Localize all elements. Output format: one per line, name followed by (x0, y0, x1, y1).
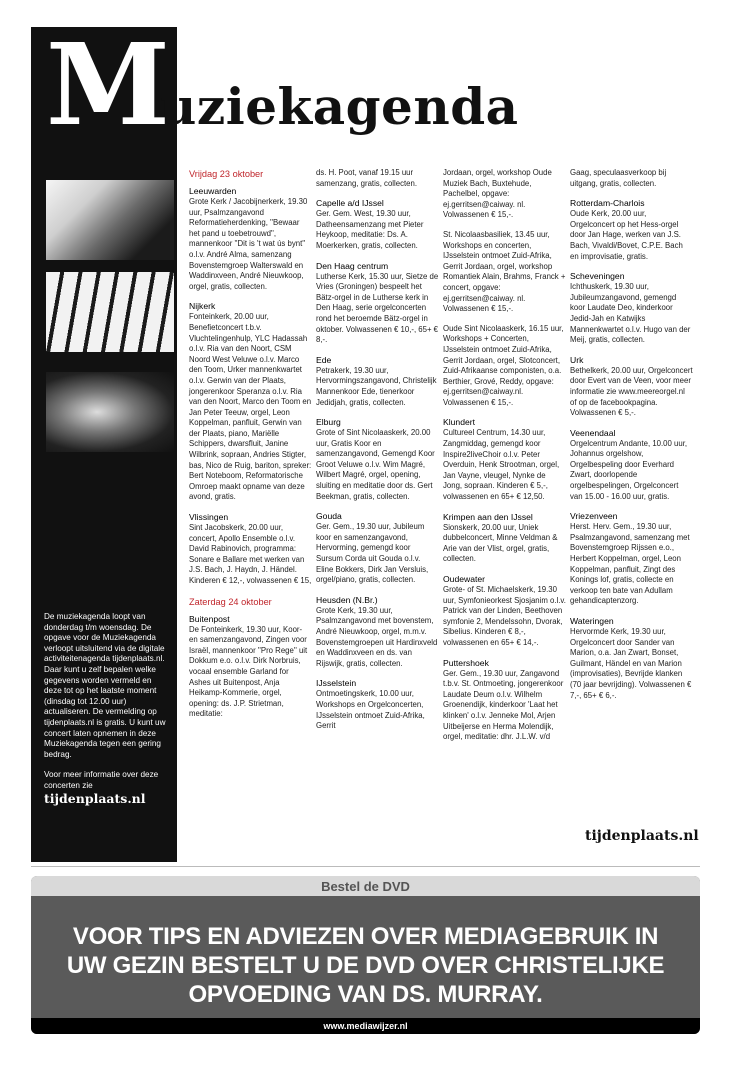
event-text: Lutherse Kerk, 15.30 uur, Sietze de Vries (Groningen) bespeelt het Bätz-orgel in de Lutherse kerk in Den Haag, serie orgelconcerten rond het beroemde Bätz-orgel in oktober. Volwassenen € 10,-, 65+ € 8,-. (316, 271, 439, 345)
section-divider (31, 866, 700, 867)
place-heading: Puttershoek (443, 657, 489, 668)
sidebar-info-paragraph: De muziekagenda loopt van donderdag t/m woensdag. De opgave voor de Muziekagenda verloopt uitsluitend via de digitale activiteitenagenda tijdenplaats.nl. Daar kunt u zelf bepalen welke gegevens worden vermeld en deze tot op het laatste moment (dinsdag tot 12.00 uur) actualiseren. De vermelding op tijdenplaats.nl is gratis. U kunt uw concert laten opnemen in deze Muziekagenda tegen een gering bedrag. (44, 612, 166, 759)
event-text: Orgelcentrum Andante, 10.00 uur, Johannus orgelshow, Orgelbespeling door Everhard Zwart, doorlopende orgelbespelingen, Orgelconcert van 15.00 - 16.00 uur, gratis. (570, 438, 688, 501)
event-text: St. Nicolaasbasiliek, 13.45 uur, Workshops en concerten, IJsselstein ontmoet Zuid-Afrika, Gerrit Jordaan, orgel, workshop Romantiek Alain, Brahms, Franck + concert, opgave: ej.gerritsen@caiway. nl. Volwassenen € 15,-. (443, 229, 566, 314)
place-heading: Nijkerk (189, 301, 216, 312)
place-heading: Rotterdam-Charlois (570, 198, 645, 209)
ad-headline-line: UW GEZIN BESTELT U DE DVD OVER CHRISTELIJKE (66, 952, 665, 979)
event-text: Grote- of St. Michaelskerk, 19.30 uur, Symfonieorkest Sjosjanim o.l.v. Patrick van der Linden, Beethoven symfonie 2, Mendelssohn, Dvorak, Sibelius. Kinderen € 8,-, volwassenen en 65+ € 14,-. (443, 585, 566, 647)
place-heading: Veenendaal (570, 427, 616, 438)
event-text: Herst. Herv. Gem., 19.30 uur, Psalmzangavond, samenzang met Bovenstemgroep Rijssen e.o., Herbert Koppelman, orgel, Leon Koppelman, panfluit, Zingt des Konings lof, gratis, collecte en verkoop ten bate van Adullam gehandicaptenzorg. (570, 522, 690, 606)
place-heading: Urk (570, 354, 584, 365)
ad-tab-label: Bestel de DVD (31, 876, 700, 896)
dvd-advertisement[interactable] (31, 876, 700, 1034)
masthead-initial (46, 20, 170, 151)
sidebar-site-link[interactable]: tijdenplaats.nl (44, 790, 146, 806)
event-text: Oude Sint Nicolaaskerk, 16.15 uur, Workshops + Concerten, IJsselstein ontmoet Zuid-Afrika, Gerrit Jordaan, orgel, Slotconcert, Zuid-Afrikaanse componisten, o.a. Berthier, Grové, Reddy, opgave: ej.gerritsen@caiway.nl. Volwassenen € 15,-. (443, 323, 564, 407)
event-text: Grote of Sint Nicolaaskerk, 20.00 uur, Gratis Koor en samenzangavond, Gemengd Koor Groot Veluwe o.l.v. Wim Magré, Wilbert Magré, orgel, opening, sluiting en meditatie door ds. Gert Beekman, gratis, collecten. (316, 428, 435, 501)
sidebar-info-more: Voor meer informatie over deze concerten zie (44, 770, 159, 790)
place-heading: Heusden (N.Br.) (316, 594, 378, 605)
place-heading: IJsselstein (316, 678, 357, 689)
event-text: Ger. Gem. West, 19.30 uur, Datheensamenzang met Pieter Heykoop, meditatie: Ds. A. Moerkerken, gratis, collecten. (316, 209, 424, 250)
event-text: Jordaan, orgel, workshop Oude Muziek Bach, Buxtehude, Pachelbel, opgave: ej.gerritsen@caiway. nl. Volwassenen € 15,-. (443, 168, 552, 220)
ad-footer-url[interactable]: www.mediawijzer.nl (31, 1018, 700, 1034)
place-heading: Klundert (443, 417, 476, 428)
piano-keys-photo (46, 272, 174, 352)
ad-headline (31, 922, 700, 1009)
place-heading: Vlissingen (189, 512, 229, 523)
ad-headline-line: OPVOEDING VAN DS. MURRAY. (188, 981, 543, 1008)
event-text: Gaag, speculaasverkoop bij uitgang, gratis, collecten. (570, 168, 667, 188)
event-text: Ontmoetingskerk, 10.00 uur, Workshops en Orgelconcerten, IJsselstein ontmoet Zuid-Afrika, Gerrit (316, 689, 425, 731)
event-text: Sint Jacobskerk, 20.00 uur, concert, Apollo Ensemble o.l.v. David Rabinovich, programma: Sonare e Ballare met werken van J.S. Bach, J. Haydn, J. Händel. Kinderen € 12,-, volwassenen € 15, (189, 523, 312, 585)
event-text: Cultureel Centrum, 14.30 uur, Zangmiddag, gemengd koor Inspire2liveChoir o.l.v. Peter Overduin, Henk Strootman, orgel, Jan Vayne, vleugel, Nynke de Jong, sopraan. Kinderen € 5,-, volwassenen en 65+ € 12,50. (443, 428, 560, 502)
place-heading: Leeuwarden (189, 186, 237, 196)
event-text: Oude Kerk, 20.00 uur, Orgelconcert op het Hess-orgel door Jan Hage, werken van J.S. Bach, Vivaldi/Bovet, C.P.E. Bach en improvisatie, gratis. (570, 209, 683, 261)
place-heading: Oudewater (443, 574, 486, 584)
agenda-column-1 (189, 168, 312, 729)
agenda-column-2 (316, 168, 439, 741)
masthead-title: uziekagenda (160, 77, 519, 136)
place-heading: Capelle a/d IJssel (316, 198, 384, 209)
saxophone-photo (46, 372, 174, 452)
event-text: Sionskerk, 20.00 uur, Uniek dubbelconcert, Minne Veldman & Arie van der Vlist, orgel, gratis, collecten. (443, 522, 558, 564)
place-heading: Ede (316, 354, 332, 365)
violin-photo (46, 180, 174, 260)
ad-headline-line: VOOR TIPS EN ADVIEZEN OVER MEDIAGEBRUIK IN (72, 923, 659, 950)
place-heading: Krimpen aan den IJssel (443, 511, 533, 522)
place-heading: Den Haag centrum (316, 260, 389, 271)
event-text: Ger. Gem., 19.30 uur, Jubileum koor en samenzangavond, Hervorming, gemengd koor Sursum Corda uit Gouda o.l.v. Eline Bokkers, Dirk Jan Versluis, orgel/piano, gratis, collecten. (316, 522, 429, 585)
agenda-column-3 (443, 168, 566, 752)
place-heading: Wateringen (570, 616, 614, 626)
date-heading: Zaterdag 24 oktober (189, 596, 272, 607)
event-text: Bethelkerk, 20.00 uur, Orgelconcert door Evert van de Veen, voor meer informatie zie www.meereorgel.nl of op de facebookpagina. Volwassenen € 5,-. (570, 365, 693, 418)
event-text: ds. H. Poot, vanaf 19.15 uur samenzang, gratis, collecten. (316, 168, 417, 188)
sidebar-info (44, 612, 166, 804)
place-heading: Gouda (316, 511, 342, 522)
site-link[interactable]: tijdenplaats.nl (585, 828, 699, 844)
event-text: Ichthuskerk, 19.30 uur, Jubileumzangavond, gemengd koor Laudate Deo, kinderkoor Jedid-Jah en Katwijks Mannenkwartet o.l.v. Hugo van der Meij, gratis, collecten. (570, 282, 691, 345)
place-heading: Vriezenveen (570, 511, 618, 522)
place-heading: Buitenpost (189, 613, 230, 624)
event-text: Ger. Gem., 19.30 uur, Zangavond t.b.v. St. Ontmoeting, jongerenkoor Laudate Deum o.l.v. Wilhelm Groenendijk, kinderkoor 'Laat het klinken' o.l.v. Jenneke Mol, Arjen Uitbeijerse en Herma Molendijk, orgel, meditatie: dhr. J.L.W. v/d (443, 668, 564, 742)
place-heading: Elburg (316, 417, 341, 428)
event-text: Grote Kerk, 19.30 uur, Psalmzangavond met bovenstem, André Nieuwkoop, orgel, m.m.v. Bovenstemgroepen uit Hardinxveld en Waddinxveen en ds. van Rijswijk, gratis, collecten. (316, 605, 438, 668)
event-text: De Fonteinkerk, 19.30 uur, Koor- en samenzangavond, Zingen voor Israël, mannenkoor ''Pro Rege'' uit Dokkum e.o. o.l.v. Dirk Norbruis, vocaal ensemble Garland for Ashes uit Buitenpost, Anja Heikamp-Kommerie, orgel, opening: ds. J.P. Strietman, meditatie: (189, 624, 308, 719)
date-heading: Vrijdag 23 oktober (189, 169, 264, 179)
event-text: Grote Kerk / Jacobijnerkerk, 19.30 uur, Psalmzangavond Reformatieherdenking, ''Bewaar het pand u toebetrouwd'', mannenkoor ''Dit is 't wat ús bynt'' o.l.v. André Alma, samenzang Bovenstemgroep Walterswald en Waddinxveen, André Nieuwkoop, orgel, gratis, collecten. (189, 197, 308, 291)
place-heading: Scheveningen (570, 271, 625, 282)
event-text: Petrakerk, 19.30 uur, Hervormingszangavond, Christelijk Mannenkoor Ede, tienerkoor Jedidjah, gratis, collecten. (316, 365, 437, 407)
agenda-column-4 (570, 168, 693, 710)
masthead-initial-letter: M (46, 20, 170, 151)
event-text: Hervormde Kerk, 19.30 uur, Orgelconcert door Sander van Marion, o.a. Jan Zwart, Bonset, Guilmant, Händel en van Marion (improvisaties), Bevrijde klanken (70 jaar bevrijding). Volwassenen € 7,-, 65+ € 6,-. (570, 627, 692, 700)
event-text: Fonteinkerk, 20.00 uur, Benefietconcert t.b.v. Vluchtelingenhulp, YLC Hadassah o.l.v. Ria van den Noort, CSM Noord West Veluwe o.l.v. Marco den Toom, Urker mannenkwartet o.l.v. Gerwin van der Plaats, jongerenkoor Speranza o.l.v. Ria van den Noort, Marco den Toom en Jan Peter Teeuw, orgel, Leon Koppelman, panfluit, Gerwin van der Plaats, piano, Mariëlle Schippers, dwarsfluit, Janine Wilbrink, sopraan, Andries Stigter, bas, Nico de Ruig, bariton, spreker: Bert Noteboom, Reformatorische Omroep maakt opname van deze avond, gratis. (189, 312, 312, 502)
